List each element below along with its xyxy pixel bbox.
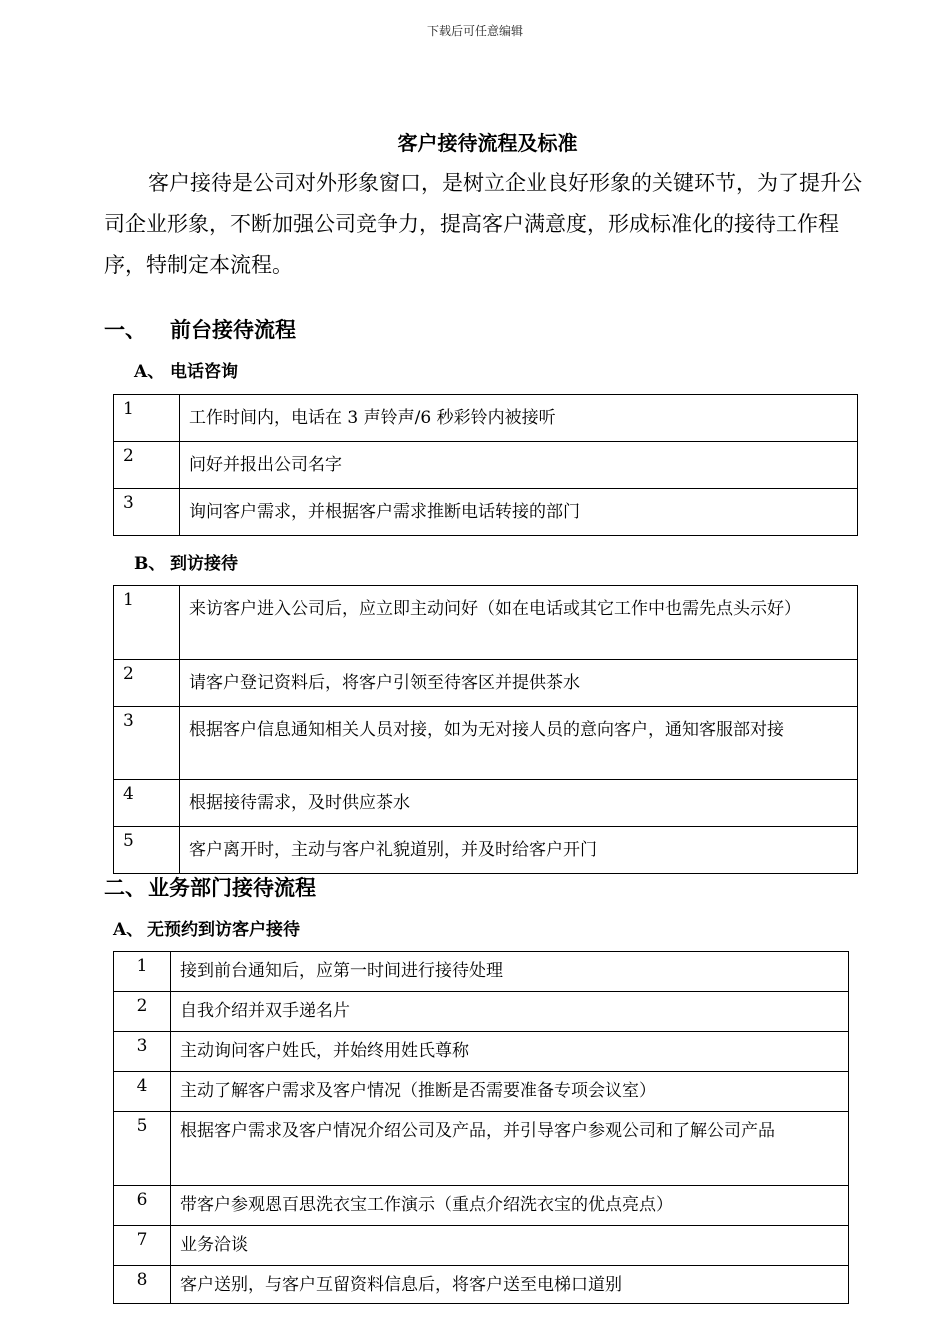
unscheduled-visit-table (113, 951, 849, 1304)
subsection-number: B、 (134, 554, 166, 574)
step-text: 来访客户进入公司后，应立即主动问好（如在电话或其它工作中也需先点头示好） (180, 586, 858, 660)
table-row (114, 1226, 849, 1266)
table-row (114, 660, 858, 707)
section-number: 一、 (104, 318, 146, 342)
step-text: 接到前台通知后，应第一时间进行接待处理 (171, 952, 849, 992)
section-heading (104, 872, 316, 902)
step-number: 3 (114, 707, 180, 780)
step-number: 1 (114, 952, 171, 992)
table-row (114, 780, 858, 827)
table-row (114, 395, 858, 442)
step-number: 2 (114, 442, 180, 489)
subsection-heading (113, 915, 300, 940)
step-text: 根据接待需求，及时供应茶水 (180, 780, 858, 827)
section-number: 二、 (104, 876, 146, 900)
table-row (114, 827, 858, 874)
table-row (114, 1032, 849, 1072)
subsection-title: 到访接待 (170, 554, 238, 574)
table-row (114, 489, 858, 536)
section-title: 前台接待流程 (170, 318, 296, 342)
step-text: 主动询问客户姓氏，并始终用姓氏尊称 (171, 1032, 849, 1072)
step-text: 询问客户需求，并根据客户需求推断电话转接的部门 (180, 489, 858, 536)
step-number: 1 (114, 586, 180, 660)
step-text: 根据客户信息通知相关人员对接，如为无对接人员的意向客户，通知客服部对接 (180, 707, 858, 780)
step-text: 请客户登记资料后，将客户引领至待客区并提供茶水 (180, 660, 858, 707)
step-number: 5 (114, 1112, 171, 1186)
table-row (114, 707, 858, 780)
table-row (114, 1186, 849, 1226)
section-title: 业务部门接待流程 (148, 876, 316, 900)
step-number: 5 (114, 827, 180, 874)
subsection-number: A、 (113, 920, 144, 940)
step-text: 问好并报出公司名字 (180, 442, 858, 489)
subsection-heading (134, 357, 238, 382)
step-text: 主动了解客户需求及客户情况（推断是否需要准备专项会议室） (171, 1072, 849, 1112)
subsection-title: 无预约到访客户接待 (147, 920, 300, 940)
step-number: 3 (114, 489, 180, 536)
table-row (114, 992, 849, 1032)
subsection-heading (134, 549, 238, 574)
section-heading (104, 314, 296, 344)
intro-paragraph: 客户接待是公司对外形象窗口，是树立企业良好形象的关键环节，为了提升公司企业形象，不断加强公司竞争力，提高客户满意度，形成标准化的接待工作程序，特制定本流程。 (104, 171, 862, 277)
step-number: 1 (114, 395, 180, 442)
step-text: 业务洽谈 (171, 1226, 849, 1266)
step-number: 2 (114, 660, 180, 707)
step-text: 客户送别，与客户互留资料信息后，将客户送至电梯口道别 (171, 1266, 849, 1304)
subsection-number: A、 (134, 362, 165, 382)
visitor-reception-table (113, 585, 858, 874)
table-row (114, 586, 858, 660)
step-number: 8 (114, 1266, 171, 1304)
step-number: 6 (114, 1186, 171, 1226)
phone-inquiry-table (113, 394, 858, 536)
table-row (114, 1112, 849, 1186)
step-number: 4 (114, 1072, 171, 1112)
step-number: 4 (114, 780, 180, 827)
step-text: 工作时间内，电话在 3 声铃声/6 秒彩铃内被接听 (180, 395, 858, 442)
header-note: 下载后可任意编辑 (426, 24, 523, 38)
table-row (114, 1072, 849, 1112)
step-number: 7 (114, 1226, 171, 1266)
step-text: 客户离开时，主动与客户礼貌道别，并及时给客户开门 (180, 827, 858, 874)
subsection-title: 电话咨询 (170, 362, 238, 382)
table-row (114, 1266, 849, 1304)
step-text: 带客户参观恩百思洗衣宝工作演示（重点介绍洗衣宝的优点亮点） (171, 1186, 849, 1226)
step-text: 根据客户需求及客户情况介绍公司及产品，并引导客户参观公司和了解公司产品 (171, 1112, 849, 1186)
step-number: 3 (114, 1032, 171, 1072)
table-row (114, 442, 858, 489)
document-title: 客户接待流程及标准 (397, 131, 578, 156)
step-text: 自我介绍并双手递名片 (171, 992, 849, 1032)
table-row (114, 952, 849, 992)
step-number: 2 (114, 992, 171, 1032)
